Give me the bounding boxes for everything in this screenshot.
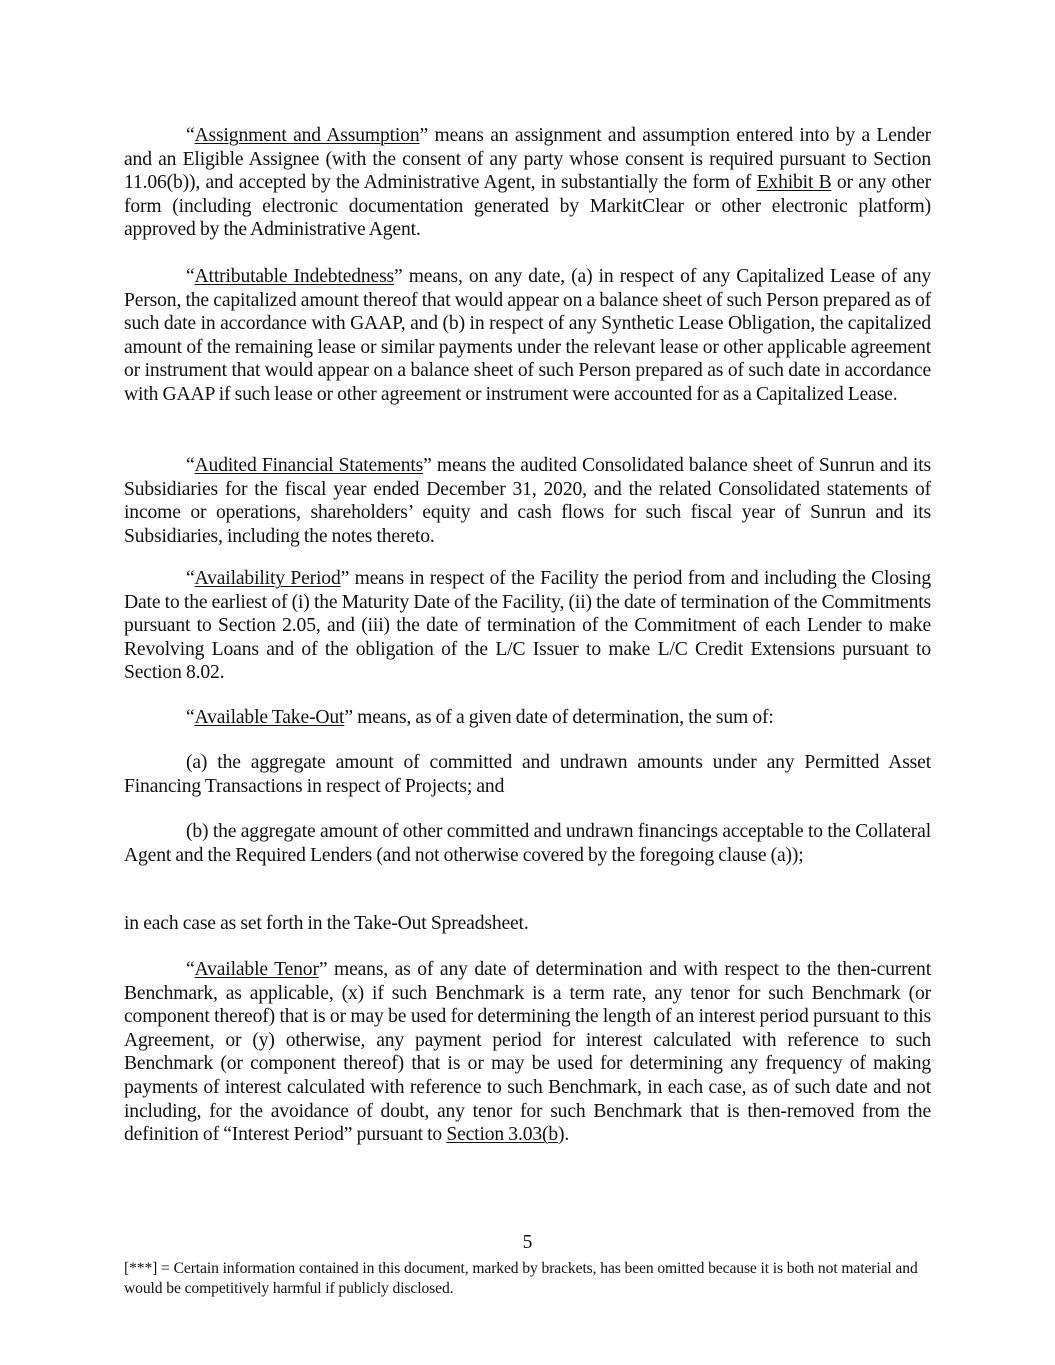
definition-availability-period [124,567,931,685]
open-quote: “ [186,455,195,476]
open-quote: “ [186,959,195,980]
open-quote: “ [186,266,195,287]
clause-text: in each case as set forth in the Take-Out Spreadsheet. [124,913,529,934]
definition-audited-financial-statements [124,454,931,548]
page-number: 5 [522,1232,533,1253]
clause-a [124,751,931,798]
open-quote: “ [186,568,195,589]
definition-text: means the audited Consolidated balance sheet of Sunrun and its Subsidiaries for the fiscal year ended December 31, 2020, and the related Consolidated statements of income or operations, shareholders’ equity and cash flows for such fiscal year of Sunrun and its Subsidiaries, including the notes thereto. [124,455,931,547]
close-quote: ” [318,959,328,980]
definition-text: means, on any date, (a) in respect of any Capitalized Lease of any Person, the capitalized amount thereof that would appear on a balance sheet of such Person prepared as of such date in accordance with GAAP, and (b) in respect of any Synthetic Lease Obligation, the capitalized amount of the remaining lease or similar payments under the relevant lease or other applicable agreement or instrument that would appear on a balance sheet of such Person prepared as of such date in accordance with GAAP if such lease or other agreement or instrument were accounted for as a Capitalized Lease. [124,266,931,405]
open-quote: “ [186,125,195,146]
definition-available-tenor [124,958,931,1147]
redaction-footnote: [***] = Certain information contained in this document, marked by brackets, has been omitted because it is both not material and would be competitively harmful if publicly disclosed. [124,1260,918,1297]
section-reference: Section 3.03( [446,1124,549,1146]
clause-b [124,820,931,867]
close-quote: ” [344,707,353,728]
close-quote: ” [419,125,429,146]
close-quote: ” [423,455,432,476]
definition-assignment-and-assumption [124,124,931,242]
definition-text: ). [558,1124,570,1146]
close-quote: ” [394,266,403,287]
definition-text: means an assignment and assumption entered into by a Lender and an Eligible Assignee (with the consent of any party whose consent is required pursuant to Section 11.06(b)), and accepted by the Administrative Agent, in substantially the form of [124,125,931,194]
definition-text: or any other form (including electronic documentation generated by MarkitClear or other electronic platform) approved by the Administrative Agent. [124,172,931,241]
defined-term: Available Take-Out [194,707,345,728]
definition-text: means, as of any date of determination and with respect to the then-current Benchmark, as applicable, (x) if such Benchmark is a term rate, any tenor for such Benchmark (or component thereof) that is or may be used for determining the length of an interest period pursuant to this Agreement, or (y) otherwise, any payment period for interest calculated with reference to such Benchmark (or component thereof) that is or may be used for determining any frequency of making payments of interest calculated with reference to such Benchmark, in each case, as of such date and not including, for the avoidance of doubt, any tenor for such Benchmark that is then-removed from the definition of “Interest Period” pursuant to [124,959,931,1146]
definition-text: means in respect of the Facility the period from and including the Closing Date to the earliest of (i) the Maturity Date of the Facility, (ii) the date of termination of the Commitments pursuant to Section 2.05, and (iii) the date of termination of the Commitment of each Lender to make Revolving Loans and of the obligation of the L/C Issuer to make L/C Credit Extensions pursuant to Section 8.02. [124,568,931,684]
definition-attributable-indebtedness [124,265,931,407]
clause-text: (a) the aggregate amount of committed and undrawn amounts under any Permitted Asset Financing Transactions in respect of Projects; and [124,752,931,797]
definition-available-take-out [124,706,931,730]
defined-term: Available Tenor [194,959,319,980]
in-each-case-text [124,912,931,936]
exhibit-b-reference: Exhibit B [756,172,832,194]
defined-term: Audited Financial Statements [194,455,424,476]
defined-term: Assignment and Assumption [194,125,420,146]
open-quote: “ [186,707,195,728]
definition-text: means, as of a given date of determination, the sum of: [352,707,774,728]
defined-term: Availability Period [194,568,341,589]
close-quote: ” [340,568,350,589]
section-reference-sub: b [548,1124,559,1146]
clause-text: (b) the aggregate amount of other committed and undrawn financings acceptable to the Collateral Agent and the Required Lenders (and not otherwise covered by the foregoing clause (a)); [124,821,931,866]
defined-term: Attributable Indebtedness [194,266,395,287]
